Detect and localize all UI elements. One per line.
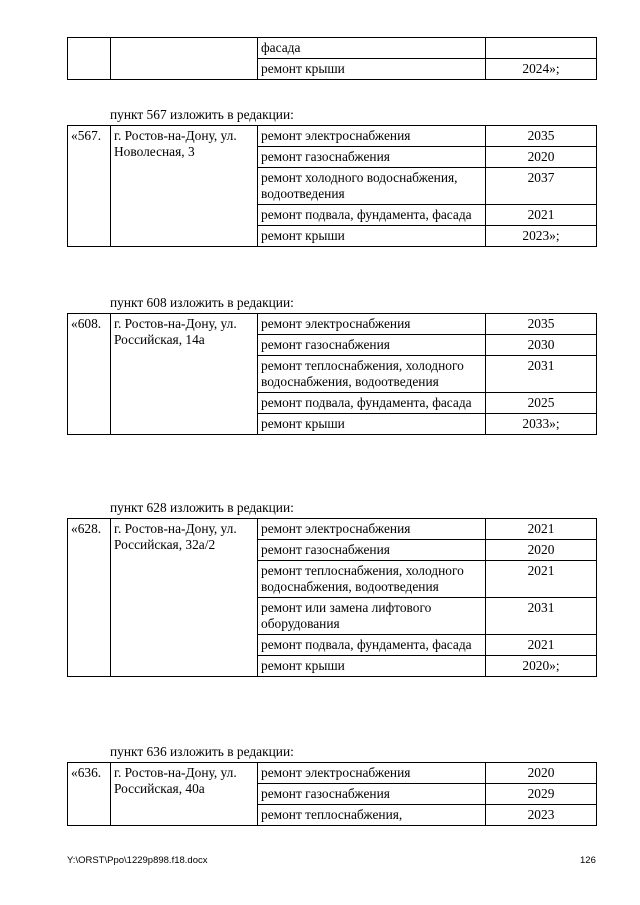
number-cell: «608. [68, 314, 111, 435]
work-cell: ремонт холодного водоснабжения, водоотведения [258, 168, 486, 205]
work-cell: ремонт электроснабжения [258, 519, 486, 540]
work-cell: ремонт теплоснабжения, холодного водоснабжения, водоотведения [258, 356, 486, 393]
table-628 [67, 518, 597, 677]
work-cell: ремонт электроснабжения [258, 126, 486, 147]
work-cell: ремонт или замена лифтового оборудования [258, 598, 486, 635]
year-cell [486, 38, 597, 59]
work-cell: ремонт теплоснабжения, [258, 805, 486, 826]
year-cell: 2021 [486, 519, 597, 540]
number-cell: «636. [68, 763, 111, 826]
year-cell: 2020 [486, 147, 597, 168]
address-cell: г. Ростов-на-Дону, ул. Российская, 32а/2 [111, 519, 258, 677]
work-cell: ремонт подвала, фундамента, фасада [258, 205, 486, 226]
address-cell [111, 38, 258, 80]
year-cell: 2024»; [486, 59, 597, 80]
table-567 [67, 125, 597, 247]
work-cell: ремонт газоснабжения [258, 147, 486, 168]
footer-page-number: 126 [580, 855, 596, 866]
year-cell: 2037 [486, 168, 597, 205]
year-cell: 2023 [486, 805, 597, 826]
year-cell: 2035 [486, 126, 597, 147]
work-cell: ремонт газоснабжения [258, 335, 486, 356]
work-cell: ремонт крыши [258, 226, 486, 247]
year-cell: 2021 [486, 205, 597, 226]
work-cell: ремонт крыши [258, 414, 486, 435]
section-caption: пункт 636 изложить в редакции: [110, 744, 294, 759]
year-cell: 2021 [486, 561, 597, 598]
address-cell: г. Ростов-на-Дону, ул. Российская, 40а [111, 763, 258, 826]
section-caption: пункт 628 изложить в редакции: [110, 500, 294, 515]
year-cell: 2029 [486, 784, 597, 805]
year-cell: 2021 [486, 635, 597, 656]
year-cell: 2031 [486, 356, 597, 393]
year-cell: 2020 [486, 540, 597, 561]
year-cell: 2035 [486, 314, 597, 335]
work-cell: ремонт крыши [258, 656, 486, 677]
address-cell: г. Ростов-на-Дону, ул. Новолесная, 3 [111, 126, 258, 247]
footer-file-path: Y:\ORST\Ppo\1229p898.f18.docx [67, 855, 208, 866]
year-cell: 2020»; [486, 656, 597, 677]
work-cell: ремонт крыши [258, 59, 486, 80]
work-cell: ремонт газоснабжения [258, 784, 486, 805]
year-cell: 2023»; [486, 226, 597, 247]
work-cell: ремонт теплоснабжения, холодного водоснабжения, водоотведения [258, 561, 486, 598]
number-cell: «567. [68, 126, 111, 247]
work-cell: ремонт подвала, фундамента, фасада [258, 635, 486, 656]
year-cell: 2025 [486, 393, 597, 414]
table-row [68, 126, 597, 147]
work-cell: ремонт газоснабжения [258, 540, 486, 561]
year-cell: 2033»; [486, 414, 597, 435]
section-caption: пункт 608 изложить в редакции: [110, 295, 294, 310]
number-cell: «628. [68, 519, 111, 677]
work-cell: ремонт подвала, фундамента, фасада [258, 393, 486, 414]
year-cell: 2020 [486, 763, 597, 784]
work-cell: ремонт электроснабжения [258, 763, 486, 784]
table-row [68, 763, 597, 784]
year-cell: 2030 [486, 335, 597, 356]
table-row [68, 519, 597, 540]
address-cell: г. Ростов-на-Дону, ул. Российская, 14а [111, 314, 258, 435]
year-cell: 2031 [486, 598, 597, 635]
number-cell [68, 38, 111, 80]
work-cell: фасада [258, 38, 486, 59]
section-caption: пункт 567 изложить в редакции: [110, 107, 294, 122]
table-636 [67, 762, 597, 826]
work-cell: ремонт электроснабжения [258, 314, 486, 335]
table-608 [67, 313, 597, 435]
table-row [68, 314, 597, 335]
table-row [68, 38, 597, 59]
table-continuation [67, 37, 597, 80]
